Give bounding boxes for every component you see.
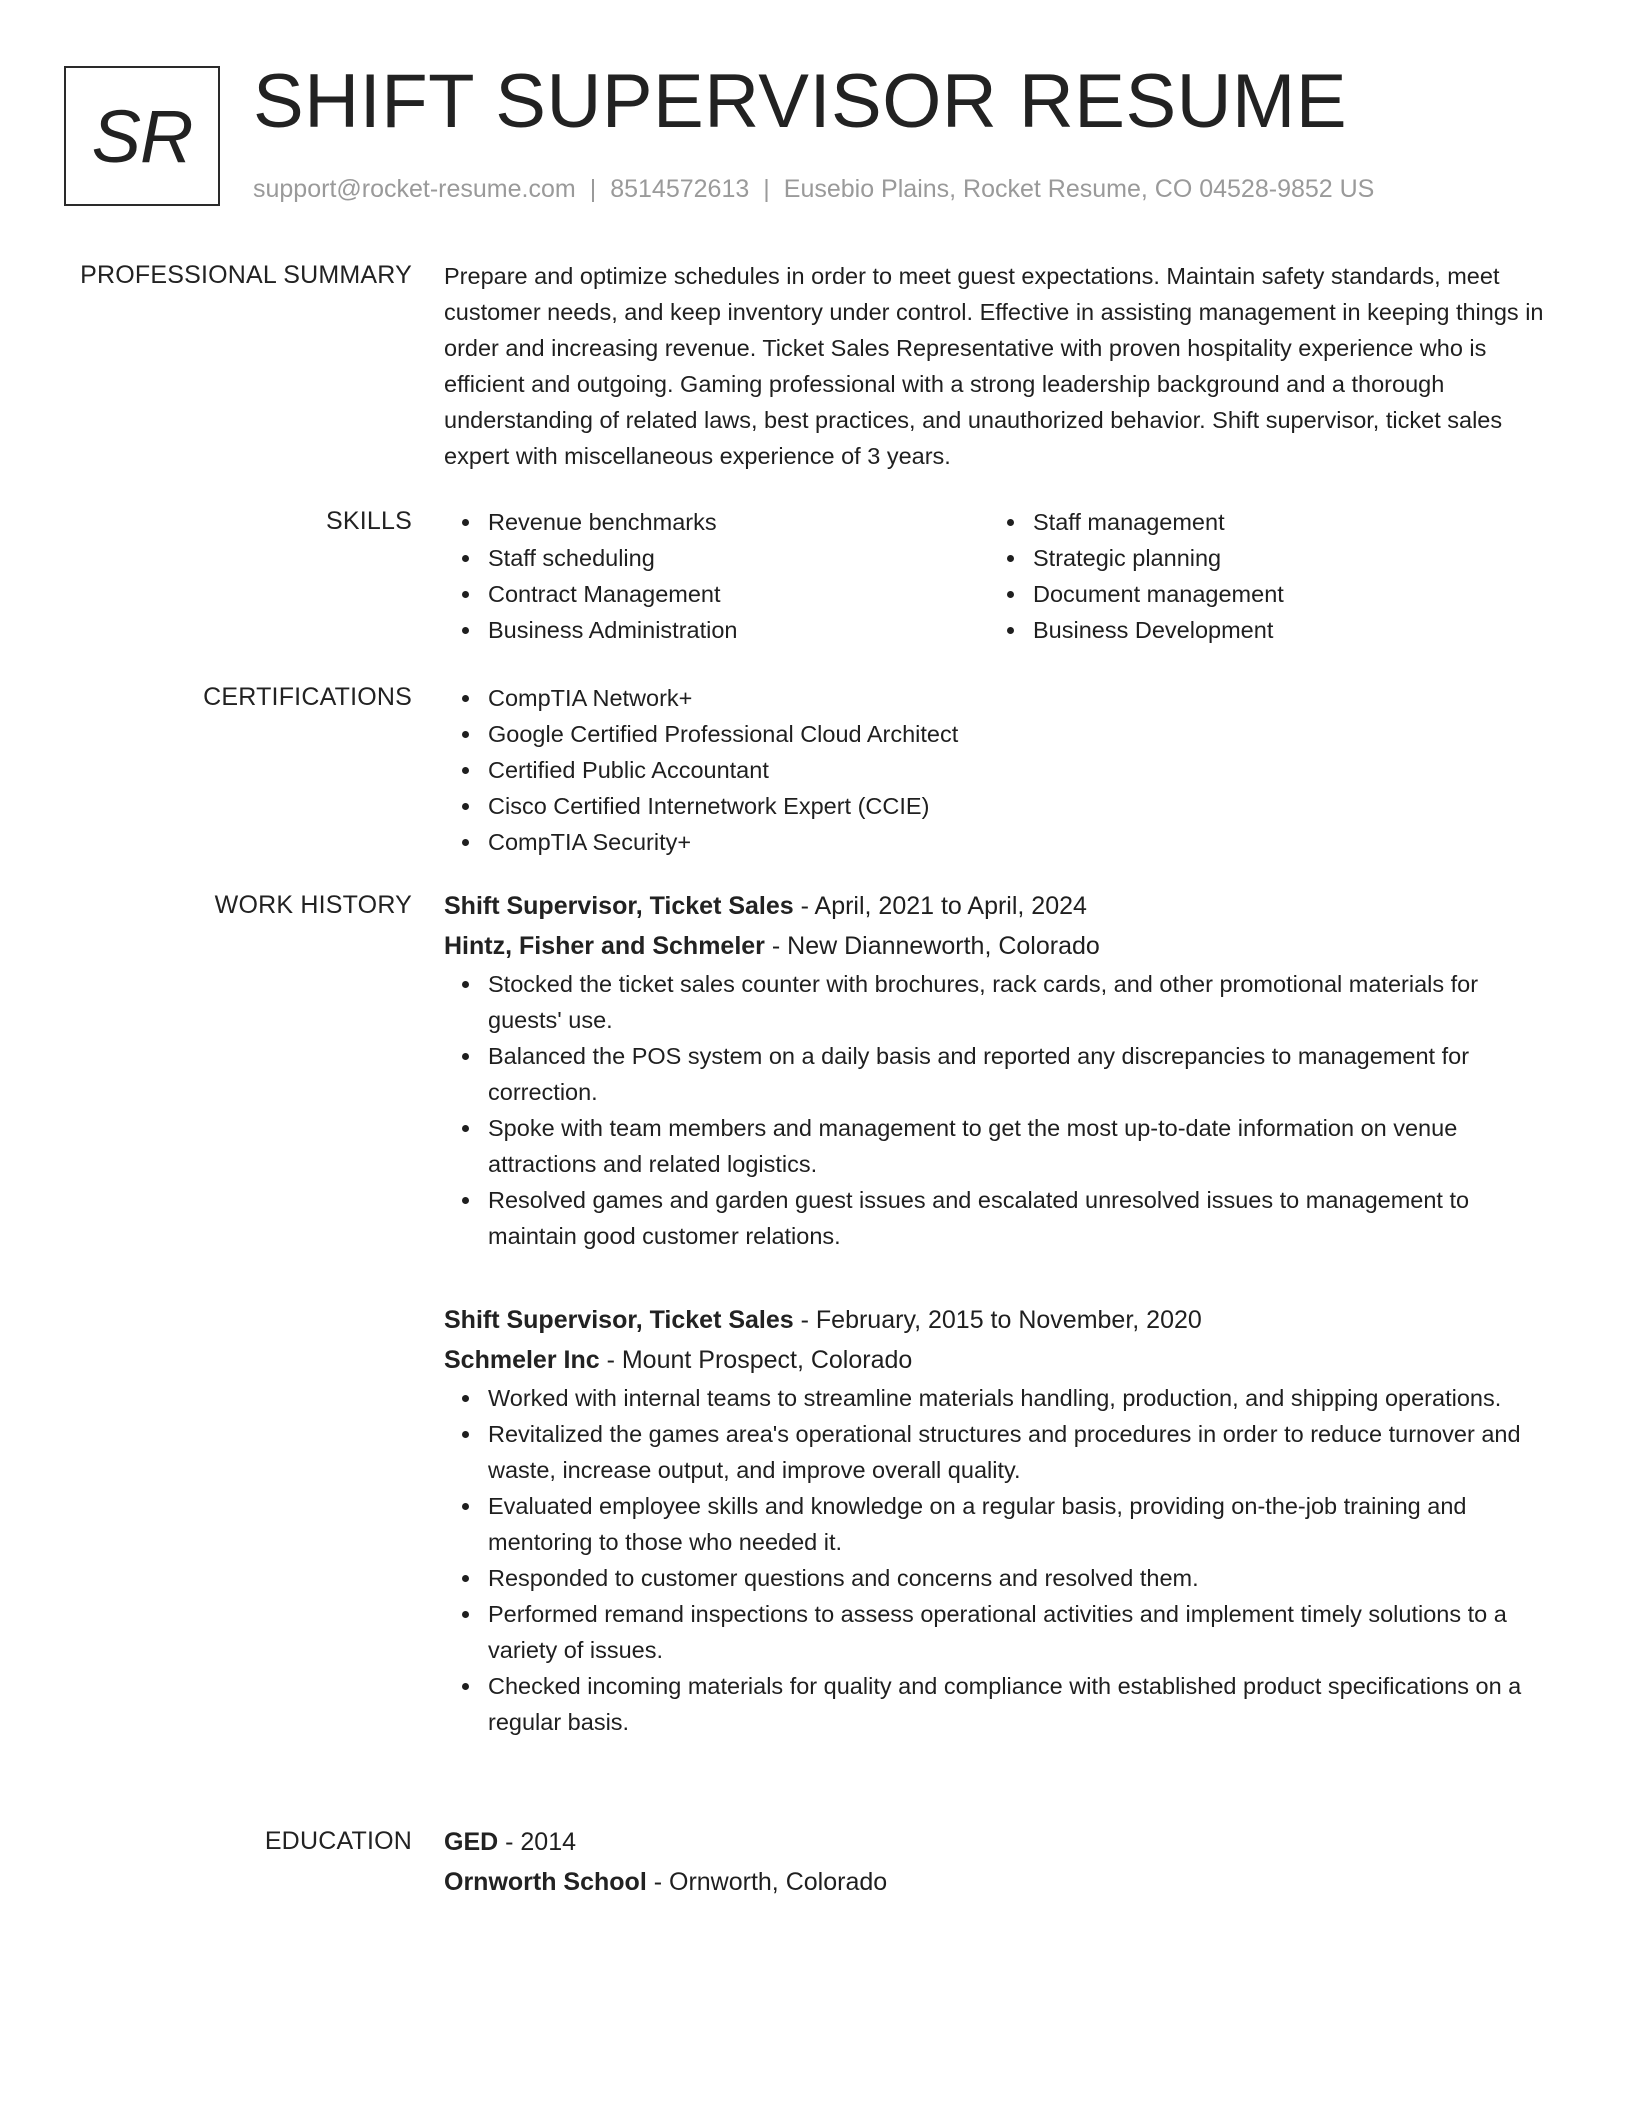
section-heading: WORK HISTORY <box>214 891 412 919</box>
job-bullets <box>444 966 1556 1254</box>
job-title-line <box>444 1300 1556 1340</box>
skills-list-left <box>444 504 989 648</box>
job-entry <box>444 1300 1556 1740</box>
list-item: CompTIA Network+ <box>488 680 1556 716</box>
job-location: - New Dianneworth, Colorado <box>764 932 1100 960</box>
list-item: Resolved games and garden guest issues and escalated unresolved issues to management to maintain good customer relations. <box>488 1182 1556 1254</box>
skills-grid <box>444 504 1556 648</box>
list-item: Revenue benchmarks <box>488 504 989 540</box>
education-year: - 2014 <box>498 1828 577 1856</box>
job-company: Schmeler Inc <box>444 1346 600 1374</box>
job-entry <box>444 886 1556 1254</box>
section-heading: PROFESSIONAL SUMMARY <box>80 261 412 289</box>
work-history-body <box>444 886 1556 1740</box>
job-dates: - February, 2015 to November, 2020 <box>793 1306 1202 1334</box>
job-title-line <box>444 886 1556 926</box>
job-company-line <box>444 926 1556 966</box>
list-item: Worked with internal teams to streamline materials handling, production, and shipping operations. <box>488 1380 1556 1416</box>
list-item: CompTIA Security+ <box>488 824 1556 860</box>
education-degree-line <box>444 1822 1556 1862</box>
education-degree: GED <box>444 1828 499 1856</box>
certifications-body <box>444 680 1556 860</box>
summary-text: Prepare and optimize schedules in order to meet guest expectations. Maintain safety standards, meet customer needs, and keep inventory under control. Effective in assisting management in keeping things in order and increasing revenue. Ticket Sales Representative with proven hospitality experience who is efficient and outgoing. Gaming professional with a strong leadership background and a thorough understanding of related laws, best practices, and unauthorized behavior. Shift supervisor, ticket sales expert with miscellaneous experience of 3 years. <box>444 263 1544 469</box>
summary-body <box>444 258 1556 474</box>
list-item: Staff scheduling <box>488 540 989 576</box>
list-item: Certified Public Accountant <box>488 752 1556 788</box>
section-heading: CERTIFICATIONS <box>203 683 412 711</box>
list-item: Revitalized the games area's operational structures and procedures in order to reduce turnover and waste, increase output, and improve overall quality. <box>488 1416 1556 1488</box>
job-title: Shift Supervisor, Ticket Sales <box>444 1306 794 1334</box>
job-company-line <box>444 1340 1556 1380</box>
section-heading: EDUCATION <box>264 1827 412 1855</box>
phone-text: 8514572613 <box>610 175 750 203</box>
list-item: Strategic planning <box>1033 540 1534 576</box>
contact-line <box>253 173 1374 205</box>
education-location: - Ornworth, Colorado <box>646 1868 888 1896</box>
list-item: Evaluated employee skills and knowledge on a regular basis, providing on-the-job training and mentoring to those who needed it. <box>488 1488 1556 1560</box>
job-dates: - April, 2021 to April, 2024 <box>793 892 1087 920</box>
list-item: Document management <box>1033 576 1534 612</box>
contact-separator: | <box>589 175 597 203</box>
job-location: - Mount Prospect, Colorado <box>599 1346 913 1374</box>
contact-separator: | <box>763 175 770 203</box>
resume-title: SHIFT SUPERVISOR RESUME <box>253 59 1348 144</box>
list-item: Responded to customer questions and concerns and resolved them. <box>488 1560 1556 1596</box>
education-school: Ornworth School <box>444 1868 647 1896</box>
list-item: Stocked the ticket sales counter with brochures, rack cards, and other promotional materials for guests' use. <box>488 966 1556 1038</box>
list-item: Staff management <box>1033 504 1534 540</box>
list-item: Spoke with team members and management to get the most up-to-date information on venue attractions and related logistics. <box>488 1110 1556 1182</box>
list-item: Checked incoming materials for quality and compliance with established product specifications on a regular basis. <box>488 1668 1556 1740</box>
monogram-badge: SR <box>64 66 220 206</box>
list-item: Business Development <box>1033 612 1534 648</box>
list-item: Cisco Certified Internetwork Expert (CCIE) <box>488 788 1556 824</box>
address-text: Eusebio Plains, Rocket Resume, CO 04528-9852 US <box>783 175 1375 203</box>
job-title: Shift Supervisor, Ticket Sales <box>444 892 794 920</box>
list-item: Business Administration <box>488 612 989 648</box>
list-item: Google Certified Professional Cloud Architect <box>488 716 1556 752</box>
list-item: Balanced the POS system on a daily basis and reported any discrepancies to management for correction. <box>488 1038 1556 1110</box>
job-company: Hintz, Fisher and Schmeler <box>444 932 765 960</box>
list-item: Contract Management <box>488 576 989 612</box>
skills-list-right <box>989 504 1534 648</box>
certifications-list <box>444 680 1556 860</box>
education-body <box>444 1822 1556 1902</box>
job-bullets <box>444 1380 1556 1740</box>
email-text: support@rocket-resume.com <box>253 175 576 203</box>
section-heading: SKILLS <box>326 507 412 535</box>
list-item: Performed remand inspections to assess operational activities and implement timely solutions to a variety of issues. <box>488 1596 1556 1668</box>
education-school-line <box>444 1862 1556 1902</box>
